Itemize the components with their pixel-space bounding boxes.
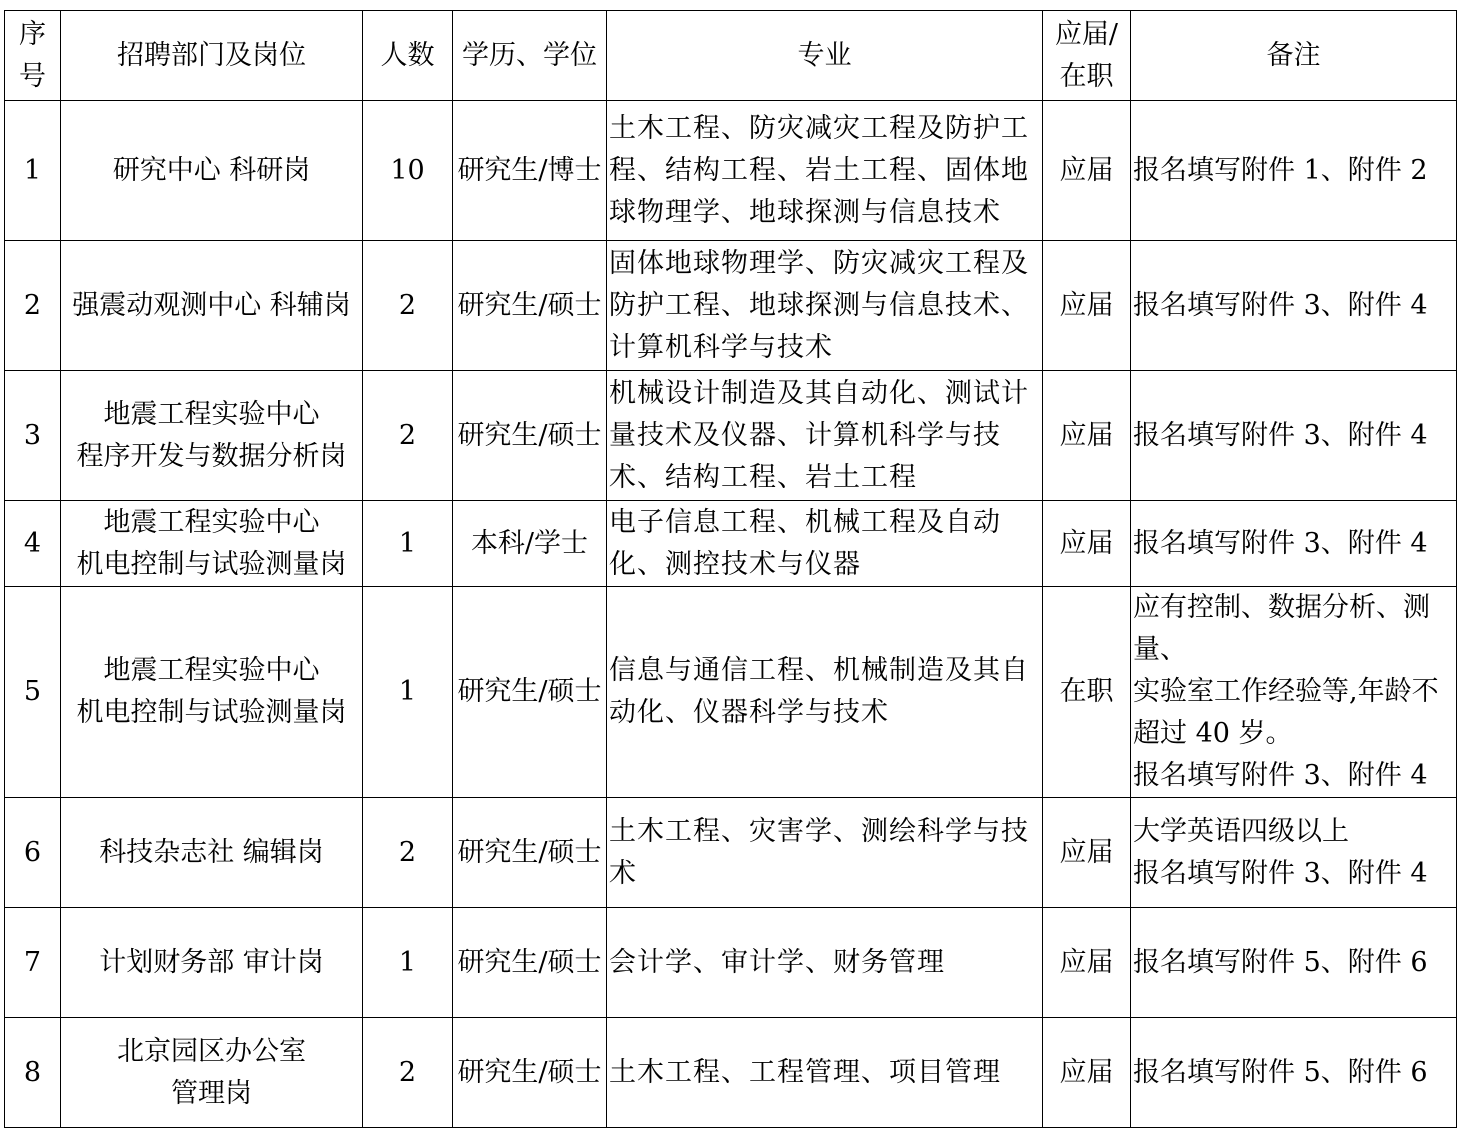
row-degree: 研究生/硕士 bbox=[453, 371, 607, 501]
row-major bbox=[607, 798, 1043, 908]
row-major-line: 程、结构工程、岩土工程、固体地 bbox=[609, 154, 1029, 186]
row-degree: 研究生/硕士 bbox=[453, 241, 607, 371]
row-major bbox=[607, 101, 1043, 241]
row-remark-line: 报名填写附件 3、附件 4 bbox=[1133, 760, 1428, 791]
row-major-line: 土木工程、防灾减灾工程及防护工 bbox=[609, 112, 1029, 144]
header-row bbox=[5, 11, 1457, 101]
row-remark-line: 报名填写附件 3、附件 4 bbox=[1133, 419, 1428, 451]
row-remark bbox=[1131, 587, 1457, 798]
row-remark bbox=[1131, 241, 1457, 371]
row-major bbox=[607, 501, 1043, 587]
row-remark bbox=[1131, 371, 1457, 501]
header-status-line-2: 在职 bbox=[1059, 60, 1114, 92]
row-count: 2 bbox=[363, 1018, 453, 1128]
header-degree: 学历、学位 bbox=[453, 11, 607, 101]
row-dept bbox=[61, 101, 363, 241]
row-major-line: 土木工程、工程管理、项目管理 bbox=[609, 1056, 1001, 1088]
row-status: 应届 bbox=[1043, 371, 1131, 501]
row-degree: 研究生/硕士 bbox=[453, 908, 607, 1018]
row-remark-line: 报名填写附件 1、附件 2 bbox=[1133, 154, 1428, 186]
header-dept: 招聘部门及岗位 bbox=[61, 11, 363, 101]
row-major-line: 防护工程、地球探测与信息技术、 bbox=[609, 289, 1029, 321]
row-major bbox=[607, 587, 1043, 798]
row-count: 1 bbox=[363, 587, 453, 798]
row-dept-line: 计划财务部 审计岗 bbox=[99, 946, 324, 978]
row-remark bbox=[1131, 501, 1457, 587]
row-major-line: 动化、仪器科学与技术 bbox=[609, 697, 889, 728]
row-dept bbox=[61, 501, 363, 587]
row-count: 1 bbox=[363, 501, 453, 587]
row-seq: 4 bbox=[5, 501, 61, 587]
header-seq-line-1: 序 bbox=[19, 18, 46, 50]
row-major-line: 术、结构工程、岩土工程 bbox=[609, 461, 917, 493]
row-dept-line: 地震工程实验中心 bbox=[103, 655, 320, 686]
header-status bbox=[1043, 11, 1131, 101]
row-dept-line: 机电控制与试验测量岗 bbox=[76, 697, 347, 728]
row-status: 应届 bbox=[1043, 501, 1131, 587]
row-dept bbox=[61, 371, 363, 501]
row-major-line: 土木工程、灾害学、测绘科学与技 bbox=[609, 815, 1029, 847]
row-major bbox=[607, 1018, 1043, 1128]
header-major: 专业 bbox=[607, 11, 1043, 101]
row-major-line: 量技术及仪器、计算机科学与技 bbox=[609, 419, 1001, 451]
row-dept-line: 地震工程实验中心 bbox=[103, 506, 320, 538]
header-count: 人数 bbox=[363, 11, 453, 101]
header-seq-line-2: 号 bbox=[19, 60, 46, 92]
row-dept bbox=[61, 908, 363, 1018]
row-remark-line: 应有控制、数据分析、测量、 bbox=[1133, 592, 1430, 665]
row-seq: 2 bbox=[5, 241, 61, 371]
row-major bbox=[607, 241, 1043, 371]
row-major-line: 会计学、审计学、财务管理 bbox=[609, 946, 945, 978]
row-major-line: 球物理学、地球探测与信息技术 bbox=[609, 196, 1001, 228]
row-remark-line: 实验室工作经验等,年龄不 bbox=[1133, 676, 1439, 707]
row-count: 2 bbox=[363, 241, 453, 371]
row-remark bbox=[1131, 798, 1457, 908]
row-major-line: 机械设计制造及其自动化、测试计 bbox=[609, 377, 1029, 409]
row-major-line: 计算机科学与技术 bbox=[609, 331, 833, 363]
row-major bbox=[607, 371, 1043, 501]
table-row bbox=[5, 371, 1457, 501]
row-dept-line: 研究中心 科研岗 bbox=[112, 154, 311, 186]
row-remark bbox=[1131, 908, 1457, 1018]
row-remark bbox=[1131, 1018, 1457, 1128]
table-row bbox=[5, 798, 1457, 908]
header-status-line-1: 应届/ bbox=[1054, 18, 1119, 50]
row-remark-line: 报名填写附件 3、附件 4 bbox=[1133, 289, 1428, 321]
row-dept bbox=[61, 241, 363, 371]
row-remark bbox=[1131, 101, 1457, 241]
table-row bbox=[5, 908, 1457, 1018]
recruitment-table-container bbox=[4, 10, 1457, 1128]
row-seq: 6 bbox=[5, 798, 61, 908]
row-dept bbox=[61, 587, 363, 798]
row-dept-line: 地震工程实验中心 bbox=[103, 398, 320, 430]
row-remark-line: 报名填写附件 5、附件 6 bbox=[1133, 946, 1428, 978]
row-major bbox=[607, 908, 1043, 1018]
table-body bbox=[5, 101, 1457, 1128]
row-degree: 研究生/博士 bbox=[453, 101, 607, 241]
row-seq: 3 bbox=[5, 371, 61, 501]
recruitment-table bbox=[4, 10, 1457, 1128]
row-dept-line: 程序开发与数据分析岗 bbox=[76, 440, 347, 472]
row-dept-line: 强震动观测中心 科辅岗 bbox=[72, 289, 351, 321]
row-count: 1 bbox=[363, 908, 453, 1018]
row-remark-line: 大学英语四级以上 bbox=[1133, 815, 1349, 847]
row-degree: 本科/学士 bbox=[453, 501, 607, 587]
row-count: 10 bbox=[363, 101, 453, 241]
table-row bbox=[5, 587, 1457, 798]
row-degree: 研究生/硕士 bbox=[453, 1018, 607, 1128]
header-remark: 备注 bbox=[1131, 11, 1457, 101]
row-remark-line: 超过 40 岁。 bbox=[1133, 718, 1293, 749]
table-row bbox=[5, 241, 1457, 371]
row-status: 应届 bbox=[1043, 908, 1131, 1018]
row-major-line: 电子信息工程、机械工程及自动 bbox=[609, 506, 1001, 538]
row-major-line: 化、测控技术与仪器 bbox=[609, 548, 861, 580]
row-remark-line: 报名填写附件 5、附件 6 bbox=[1133, 1056, 1428, 1088]
row-degree: 研究生/硕士 bbox=[453, 798, 607, 908]
row-remark-line: 报名填写附件 3、附件 4 bbox=[1133, 527, 1428, 559]
row-dept-line: 北京园区办公室 bbox=[117, 1035, 306, 1067]
row-major-line: 固体地球物理学、防灾减灾工程及 bbox=[609, 247, 1029, 279]
row-dept-line: 管理岗 bbox=[171, 1077, 252, 1109]
table-row bbox=[5, 1018, 1457, 1128]
row-seq: 1 bbox=[5, 101, 61, 241]
row-degree: 研究生/硕士 bbox=[453, 587, 607, 798]
row-count: 2 bbox=[363, 371, 453, 501]
row-seq: 8 bbox=[5, 1018, 61, 1128]
table-row bbox=[5, 101, 1457, 241]
row-dept bbox=[61, 1018, 363, 1128]
row-dept-line: 科技杂志社 编辑岗 bbox=[99, 836, 324, 868]
row-status: 应届 bbox=[1043, 101, 1131, 241]
row-status: 应届 bbox=[1043, 241, 1131, 371]
row-dept-line: 机电控制与试验测量岗 bbox=[76, 548, 347, 580]
header-seq bbox=[5, 11, 61, 101]
table-row bbox=[5, 501, 1457, 587]
row-seq: 7 bbox=[5, 908, 61, 1018]
row-seq: 5 bbox=[5, 587, 61, 798]
row-status: 应届 bbox=[1043, 1018, 1131, 1128]
row-status: 应届 bbox=[1043, 798, 1131, 908]
row-major-line: 信息与通信工程、机械制造及其自 bbox=[609, 655, 1029, 686]
row-status: 在职 bbox=[1043, 587, 1131, 798]
row-count: 2 bbox=[363, 798, 453, 908]
row-major-line: 术 bbox=[609, 857, 637, 889]
row-remark-line: 报名填写附件 3、附件 4 bbox=[1133, 857, 1428, 889]
row-dept bbox=[61, 798, 363, 908]
